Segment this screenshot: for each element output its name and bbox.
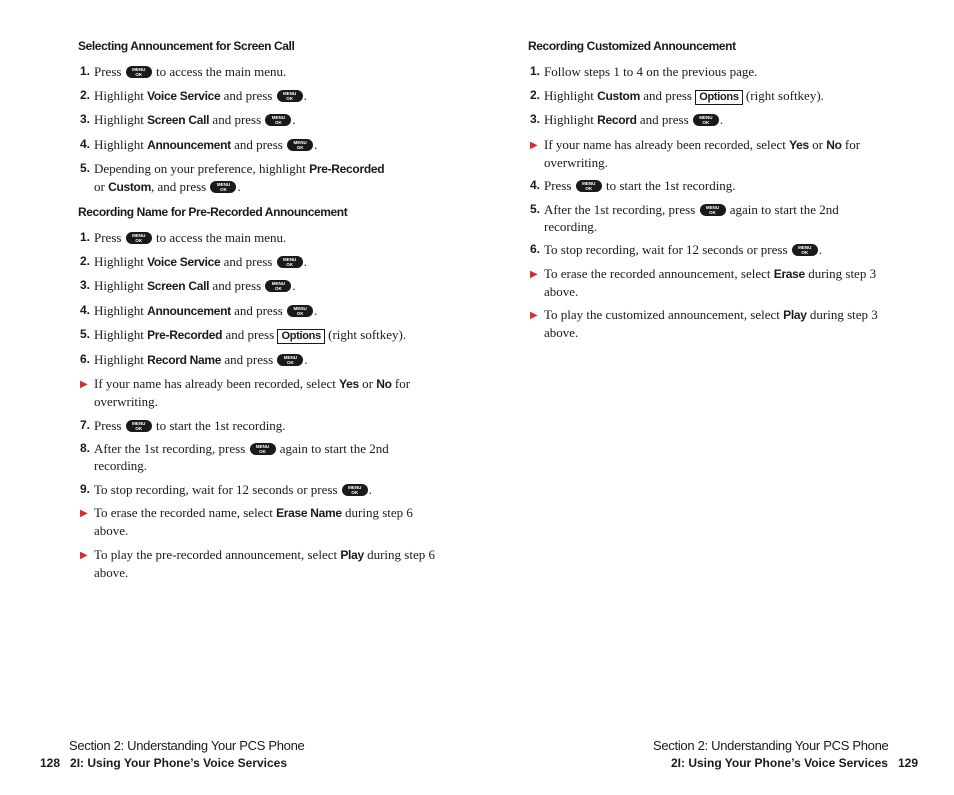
menu-option: Announcement — [147, 303, 231, 318]
step-5: 5. After the 1st recording, press MENU OK again to start the 2nd recording. — [530, 201, 839, 234]
step-2: 2. Highlight Custom and press Options (right softkey). — [530, 87, 824, 103]
section-heading: Selecting Announcement for Screen Call — [78, 39, 295, 53]
menu-option: Custom — [108, 180, 151, 194]
menu-ok-key-icon: MENU OK — [576, 180, 602, 192]
chapter-title: 2I: Using Your Phone’s Voice Services — [70, 756, 288, 770]
menu-option: Yes — [339, 377, 359, 391]
menu-option: Record — [597, 113, 637, 127]
step-2: 2. Highlight Voice Service and press MENU OK . — [80, 87, 307, 103]
step-3: 3. Highlight Screen Call and press MENU OK . — [80, 278, 296, 293]
step-5: 5. Highlight Pre-Recorded and press Options (right softkey). — [80, 327, 407, 342]
menu-option: Play — [783, 308, 807, 322]
menu-option: Pre-Recorded — [309, 162, 385, 176]
bullet-note: ▶ To erase the recorded announcement, select Erase during step 3 above. — [530, 265, 877, 299]
menu-ok-key-icon: MENU OK — [693, 114, 719, 126]
menu-option: Play — [340, 547, 364, 562]
footer-section-title-right: Section 2: Understanding Your PCS Phone — [653, 738, 889, 753]
section-record-name — [78, 204, 438, 581]
step-2: 2. Highlight Voice Service and press MENU OK . — [80, 253, 307, 269]
menu-ok-key-icon: MENU OK — [792, 244, 818, 256]
section-heading: Recording Name for Pre-Recorded Announcement — [78, 205, 348, 219]
chapter-title: 2I: Using Your Phone’s Voice Services — [670, 756, 888, 770]
step-3: 3. Highlight Record and press MENU OK . — [530, 112, 724, 127]
footer-right — [671, 756, 918, 770]
step-3: 3. Highlight Screen Call and press MENU OK . — [80, 112, 296, 127]
menu-option: Screen Call — [147, 113, 210, 127]
bullet-arrow-icon: ▶ — [530, 139, 538, 151]
bullet-arrow-icon: ▶ — [530, 310, 538, 321]
step-4: 4. Highlight Announcement and press MENU OK . — [80, 302, 318, 318]
step-5: 5. Depending on your preference, highlight Pre-Recorded or Custom, and press MENU OK . — [80, 161, 385, 194]
step-1: 1. Press MENU OK to access the main menu. — [80, 230, 287, 245]
menu-ok-key-icon: MENU OK — [126, 420, 152, 432]
step-8: 8. After the 1st recording, press MENU OK again to start the 2nd recording. — [80, 441, 389, 473]
menu-option: Voice Service — [147, 88, 221, 103]
bullet-note: ▶ To play the pre-recorded announcement, select Play during step 6 above. — [80, 546, 435, 580]
step-4: 4. Press MENU OK to start the 1st recording. — [530, 178, 736, 193]
menu-ok-key-icon: MENU OK — [277, 354, 303, 366]
menu-ok-key-icon: MENU OK — [342, 484, 368, 496]
section-heading: Recording Customized Announcement — [528, 39, 736, 53]
page-number: 129 — [897, 756, 918, 770]
menu-option: No — [826, 137, 842, 152]
menu-ok-key-icon: MENU OK — [210, 181, 236, 193]
bullet-arrow-icon: ▶ — [80, 549, 88, 561]
section-screen-call — [78, 38, 438, 196]
bullet-note: ▶ To erase the recorded name, select Erase Name during step 6 above. — [80, 505, 413, 538]
step-7: 7. Press MENU OK to start the 1st recording. — [80, 417, 286, 433]
menu-ok-key-icon: MENU OK — [277, 256, 303, 268]
menu-option: Screen Call — [147, 279, 210, 293]
menu-ok-key-icon: MENU OK — [126, 232, 152, 244]
right-page-content — [528, 38, 888, 348]
menu-ok-key-icon: MENU OK — [287, 139, 313, 151]
menu-ok-key-icon: MENU OK — [287, 305, 313, 317]
step-4: 4. Highlight Announcement and press MENU OK . — [80, 136, 318, 152]
step-1: 1. Follow steps 1 to 4 on the previous page. — [530, 64, 758, 79]
bullet-arrow-icon: ▶ — [80, 508, 88, 519]
menu-option: Voice Service — [147, 254, 221, 269]
step-6: 6. To stop recording, wait for 12 seconds or press MENU OK . — [530, 242, 823, 257]
bullet-note: ▶ If your name has already been recorded, select Yes or No for overwriting. — [530, 136, 861, 170]
menu-option: No — [376, 377, 392, 391]
menu-option: Pre-Recorded — [147, 328, 223, 342]
menu-ok-key-icon: MENU OK — [126, 66, 152, 78]
bullet-note: ▶ If your name has already been recorded, select Yes or No for overwriting. — [80, 376, 411, 409]
menu-ok-key-icon: MENU OK — [277, 90, 303, 102]
menu-ok-key-icon: MENU OK — [250, 443, 276, 455]
menu-ok-key-icon: MENU OK — [700, 204, 726, 216]
step-9: 9. To stop recording, wait for 12 seconds or press MENU OK . — [80, 481, 373, 497]
step-6: 6. Highlight Record Name and press MENU OK . — [80, 351, 308, 367]
menu-option: Erase Name — [276, 506, 342, 520]
menu-option: Yes — [789, 137, 809, 152]
options-softkey-icon: Options — [695, 90, 742, 105]
menu-option: Erase — [773, 266, 805, 281]
bullet-note: ▶ To play the customized announcement, select Play during step 3 above. — [530, 307, 878, 340]
bullet-arrow-icon: ▶ — [530, 268, 538, 280]
menu-ok-key-icon: MENU OK — [265, 114, 291, 126]
step-1: 1. Press MENU OK to access the main menu. — [80, 64, 287, 79]
options-softkey-icon: Options — [277, 329, 324, 344]
bullet-arrow-icon: ▶ — [80, 379, 88, 390]
footer-section-title-left: Section 2: Understanding Your PCS Phone — [69, 738, 305, 753]
footer-left — [40, 756, 287, 770]
menu-option: Custom — [597, 88, 640, 103]
menu-option: Record Name — [147, 352, 222, 367]
menu-ok-key-icon: MENU OK — [265, 280, 291, 292]
section-custom-announcement — [528, 38, 888, 341]
left-page-content — [78, 38, 438, 587]
page-number: 128 — [40, 756, 61, 770]
menu-option: Announcement — [147, 137, 231, 152]
